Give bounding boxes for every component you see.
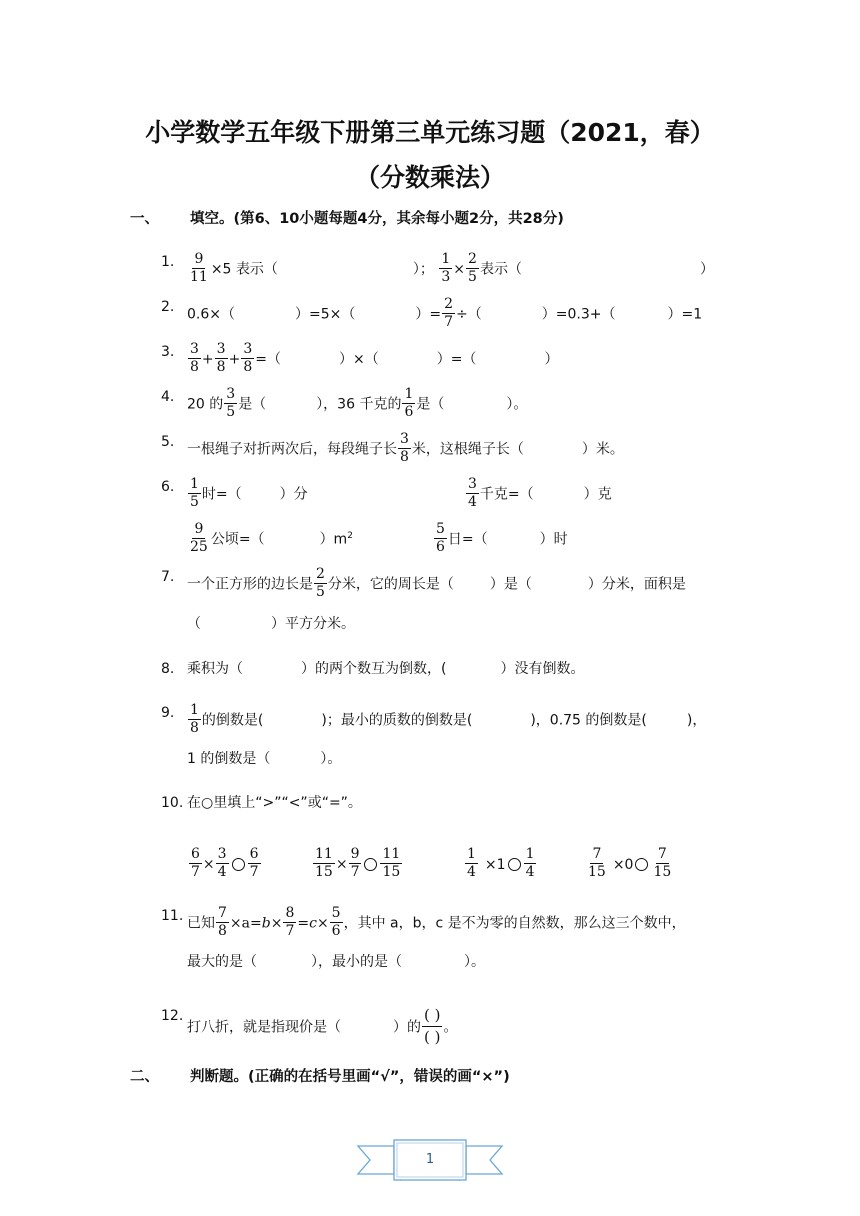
fraction: $\frac{3}{8}$ bbox=[400, 431, 409, 465]
text: ）=（ bbox=[436, 351, 477, 368]
text: 在○里填上“>”“<”或“=”。 bbox=[187, 795, 362, 811]
math-text: ×a= bbox=[229, 915, 262, 932]
text: 的倒数是( bbox=[201, 712, 264, 729]
question-number: 1. bbox=[161, 254, 175, 270]
text: ）。 bbox=[506, 396, 528, 413]
text: ）没有倒数。 bbox=[500, 661, 585, 677]
compare-circle[interactable] bbox=[232, 858, 245, 871]
text: ）= bbox=[415, 306, 442, 323]
question-number: 2. bbox=[161, 299, 175, 315]
question-number: 11. bbox=[161, 908, 184, 924]
text: ）=5×（ bbox=[295, 306, 356, 323]
variable-b: b bbox=[261, 915, 271, 932]
fraction: $\frac{9}{25}$ bbox=[190, 521, 208, 555]
text: 日=（ bbox=[447, 531, 488, 548]
fraction: $\frac{3}{4}$ bbox=[217, 846, 227, 880]
text: （ bbox=[187, 616, 201, 632]
question-number: 3. bbox=[161, 344, 175, 360]
text: =（ bbox=[255, 351, 281, 368]
text: ）。 bbox=[464, 954, 485, 970]
compare-2 bbox=[312, 847, 403, 882]
text: ）×（ bbox=[338, 351, 379, 368]
compare-circle[interactable] bbox=[508, 858, 521, 871]
page-number: 1 bbox=[425, 1152, 435, 1167]
compare-4 bbox=[585, 847, 674, 882]
question-number: 9. bbox=[161, 705, 175, 721]
text: 米，这根绳子长（ bbox=[411, 441, 524, 458]
text: ） bbox=[544, 351, 559, 368]
fraction: $\frac{1}{4}$ bbox=[467, 846, 476, 880]
question-number: 7. bbox=[161, 569, 175, 585]
section-title: 填空。(第6、10小题每题4分，其余每小题2分，共28分) bbox=[190, 211, 564, 227]
times-sign: × bbox=[316, 915, 329, 932]
text: ）=1 bbox=[667, 306, 703, 323]
text: 0.6×（ bbox=[187, 306, 235, 323]
text: 1 的倒数是（ bbox=[187, 751, 271, 767]
text: )，0.75 的倒数是( bbox=[530, 712, 647, 729]
question-number: 8. bbox=[161, 661, 175, 677]
text: 公顷=（ bbox=[210, 531, 265, 548]
fraction: $\frac{6}{7}$ bbox=[191, 846, 200, 880]
section-number: 二、 bbox=[130, 1069, 159, 1085]
question-number: 5. bbox=[161, 434, 175, 450]
text: ）m bbox=[319, 531, 348, 548]
page-title: 小学数学五年级下册第三单元练习题（2021，春） bbox=[145, 118, 715, 147]
fraction: $\frac{9}{7}$ bbox=[350, 846, 360, 880]
fraction: $\frac{1}{8}$ bbox=[190, 702, 199, 736]
text: ）的两个数互为倒数，( bbox=[301, 661, 447, 677]
question-number: 6. bbox=[161, 479, 175, 495]
text: 分米，它的周长是（ bbox=[327, 576, 454, 593]
fraction: $\frac{3}{8}$ bbox=[190, 341, 199, 375]
fraction: $\frac{7}{15}$ bbox=[653, 846, 672, 880]
text: ）克 bbox=[583, 486, 612, 503]
text: ×5 表示（ bbox=[210, 261, 278, 278]
fraction: $\frac{3}{5}$ bbox=[226, 386, 236, 420]
times-sign: × bbox=[202, 856, 215, 873]
fraction: $\frac{3}{8}$ bbox=[216, 341, 226, 375]
text: 千克=（ bbox=[479, 486, 534, 503]
text: ）时 bbox=[539, 531, 568, 548]
fraction: $\frac{2}{5}$ bbox=[468, 251, 477, 285]
text: 乘积为（ bbox=[187, 661, 243, 677]
equals-sign: = bbox=[297, 915, 310, 932]
text: ），36 千克的 bbox=[316, 396, 402, 413]
text: ）分米，面积是 bbox=[587, 576, 686, 593]
fraction: $\frac{7}{8}$ bbox=[218, 905, 227, 939]
text: 一根绳子对折两次后，每段绳子长 bbox=[187, 441, 397, 458]
text: 时=（ bbox=[201, 486, 242, 503]
section-number: 一、 bbox=[130, 211, 159, 227]
times-sign: × bbox=[335, 856, 348, 873]
times-sign: × bbox=[453, 261, 466, 278]
text: )， bbox=[686, 712, 707, 729]
fraction: $\frac{1}{5}$ bbox=[190, 476, 199, 510]
fraction: $\frac{7}{15}$ bbox=[588, 846, 606, 880]
fraction: $\frac{2}{7}$ bbox=[444, 296, 454, 330]
times-one: ×1 bbox=[484, 856, 506, 873]
superscript: 2 bbox=[347, 530, 353, 541]
page-number-ribbon bbox=[356, 1138, 504, 1186]
compare-1 bbox=[188, 847, 262, 882]
text: ）分 bbox=[279, 486, 308, 503]
text: 。 bbox=[443, 1019, 458, 1036]
section-2-heading bbox=[130, 1065, 510, 1086]
fraction: $\frac{5}{6}$ bbox=[331, 905, 341, 939]
question-number: 12. bbox=[161, 1008, 184, 1024]
page-subtitle: （分数乘法） bbox=[354, 163, 505, 192]
fraction: $\frac{9}{11}$ bbox=[190, 251, 208, 285]
text: ），最小的是（ bbox=[311, 954, 402, 970]
fraction: $\frac{8}{7}$ bbox=[285, 905, 295, 939]
text: ）平方分米。 bbox=[271, 616, 355, 632]
fraction: $\frac{3}{4}$ bbox=[468, 476, 477, 510]
text: ）=0.3+（ bbox=[541, 306, 616, 323]
text: 20 的 bbox=[187, 396, 224, 413]
plus-sign: + bbox=[201, 351, 214, 368]
compare-circle[interactable] bbox=[635, 858, 648, 871]
fraction: $\frac{11}{15}$ bbox=[382, 846, 401, 880]
question-number: 4. bbox=[161, 389, 175, 405]
question-number: 10. bbox=[161, 795, 184, 811]
text: 已知 bbox=[187, 915, 215, 932]
text: ）； bbox=[412, 261, 434, 278]
text: 是（ bbox=[238, 396, 267, 413]
text: 一个正方形的边长是 bbox=[187, 576, 313, 593]
compare-circle[interactable] bbox=[364, 858, 377, 871]
text: 表示（ bbox=[479, 261, 522, 278]
text: 打八折，就是指现价是（ bbox=[187, 1019, 341, 1036]
section-title: 判断题。(正确的在括号里画“√”，错误的画“×”) bbox=[190, 1069, 510, 1085]
text: ）是（ bbox=[489, 576, 532, 593]
text: 是（ bbox=[416, 396, 445, 413]
blank-fraction[interactable]: $\frac{( )}{( )}$ bbox=[424, 1006, 441, 1046]
fraction: $\frac{1}{3}$ bbox=[441, 251, 451, 285]
times-sign: × bbox=[270, 915, 283, 932]
fraction: $\frac{11}{15}$ bbox=[315, 846, 333, 880]
fraction: $\frac{1}{6}$ bbox=[404, 386, 414, 420]
text: ÷（ bbox=[456, 306, 482, 323]
fraction: $\frac{1}{4}$ bbox=[525, 846, 535, 880]
text: ） bbox=[699, 261, 714, 278]
fraction: $\frac{2}{5}$ bbox=[316, 566, 325, 600]
text: ）。 bbox=[320, 751, 342, 767]
fraction: $\frac{6}{7}$ bbox=[249, 846, 259, 880]
text: ，其中 a，b，c 是不为零的自然数，那么这三个数中， bbox=[343, 915, 686, 932]
text: 最大的是（ bbox=[187, 954, 257, 970]
text: ）米。 bbox=[581, 441, 624, 458]
compare-3 bbox=[464, 847, 537, 882]
plus-sign: + bbox=[228, 351, 241, 368]
text: )；最小的质数的倒数是( bbox=[321, 712, 473, 729]
section-1-heading bbox=[130, 207, 564, 228]
fraction: $\frac{3}{8}$ bbox=[243, 341, 253, 375]
variable-c: c bbox=[309, 915, 317, 932]
text: ）的 bbox=[393, 1019, 421, 1036]
times-zero: ×0 bbox=[612, 856, 634, 873]
fraction: $\frac{5}{6}$ bbox=[436, 521, 445, 555]
